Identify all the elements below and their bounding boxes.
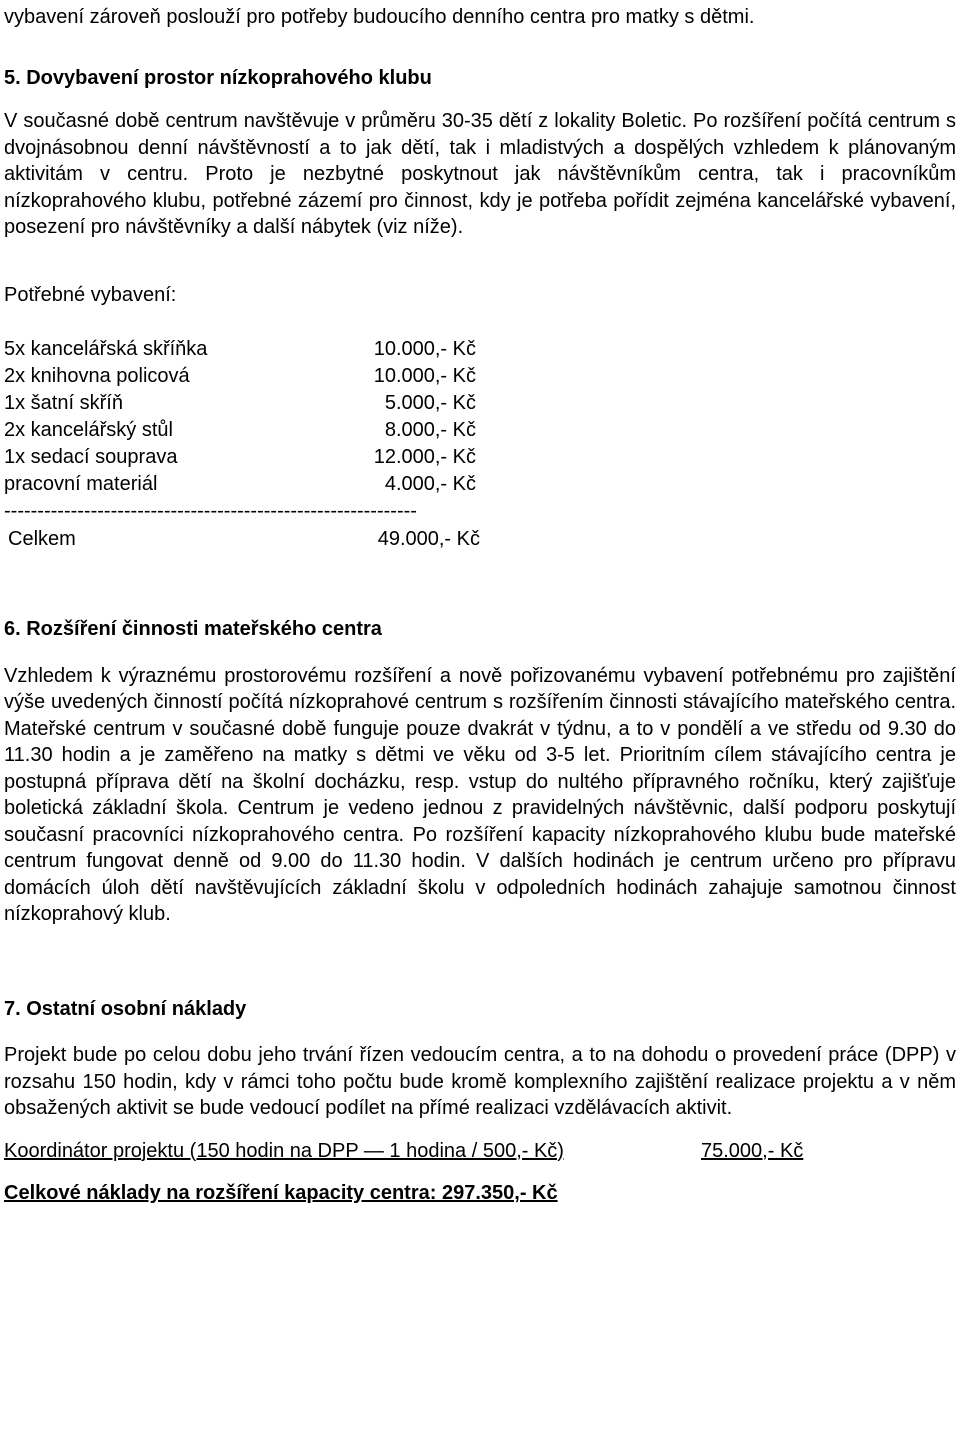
section-6-paragraph: Vzhledem k výraznému prostorovému rozšíření a nově pořizovanému vybavení potřebnému pro zajištění výše uvedených činností počítá nízkoprahové centrum s rozšířením činnosti stávajícího mateřského centra. Mateřské centrum v současné době funguje pouze dvakrát v týdnu, a to v pondělí a ve středu od 9.30 do 11.30 hodin a je zaměřeno na matky s dětmi ve věku od 3-5 let. Prioritním cílem stávajícího centra je postupná příprava dětí na školní docházku, resp. vstup do nultého přípravného ročníku, který zajišťuje boletická základní škola. Centrum je vedeno jednou z pravidelných návštěvnic, další podporu poskytují současní pracovníci nízkoprahového centra. Po rozšíření kapacity nízkoprahového klubu bude mateřské centrum fungovat denně od 9.00 do 11.30 hodin. V dalších hodinách je centrum určeno pro přípravu domácích úloh dětí navštěvujících základní školu v odpoledních hodinách zahajuje samotnou činnost nízkoprahový klub.: [4, 664, 956, 925]
equipment-item-price: 10.000,- Kč: [373, 365, 476, 387]
equipment-item-name: pracovní materiál: [4, 473, 158, 495]
equipment-item-name: 2x knihovna policová: [4, 365, 190, 387]
equipment-row: [4, 471, 476, 498]
equipment-item-price: 5.000,- Kč: [384, 392, 476, 414]
section-7-heading: 7. Ostatní osobní náklady: [4, 997, 247, 1020]
total-label: Celkem: [8, 528, 76, 550]
equipment-item-name: 2x kancelářský stůl: [4, 419, 173, 441]
total-row: [4, 526, 480, 553]
total-value: 49.000,- Kč: [377, 528, 480, 550]
section-6-heading: 6. Rozšíření činnosti mateřského centra: [4, 618, 382, 640]
section-5-paragraph: V současné době centrum navštěvuje v průměru 30-35 dětí z lokality Boletic. Po rozšíření počítá centrum s dvojnásobnou denní návštěvností a to jak dětí, tak i mladistvých a dospělých vzhledem k plánovaným aktivitám v centru. Proto je nezbytné poskytnout jak návštěvníkům centra, tak i pracovníkům nízkoprahového klubu, potřebné zázemí pro činnost, kdy je potřeba pořídit zejména kancelářské vybavení, posezení pro návštěvníky a další nábytek (viz níže).: [4, 110, 956, 238]
table-separator: --------------------------------------------------------------: [4, 500, 417, 522]
document-page: [4, 4, 956, 1207]
coordinator-label: Koordinátor projektu (150 hodin na DPP — 1 hodina / 500,- Kč): [4, 1139, 564, 1162]
equipment-item-name: 1x sedací souprava: [4, 446, 178, 468]
equipment-row: [4, 417, 476, 444]
section-5-heading: 5. Dovybavení prostor nízkoprahového klubu: [4, 66, 432, 89]
grand-total: Celkové náklady na rozšíření kapacity centra: 297.350,- Kč: [4, 1182, 558, 1204]
equipment-item-price: 4.000,- Kč: [384, 473, 476, 495]
coordinator-row: [4, 1138, 956, 1165]
equipment-item-price: 12.000,- Kč: [373, 446, 476, 468]
coordinator-value: 75.000,- Kč: [701, 1139, 804, 1162]
top-line: vybavení zároveň poslouží pro potřeby budoucího denního centra pro matky s dětmi.: [4, 6, 755, 28]
equipment-total: [4, 526, 480, 553]
equipment-item-price: 8.000,- Kč: [384, 419, 476, 441]
equipment-item-name: 1x šatní skříň: [4, 392, 123, 414]
equipment-item-name: 5x kancelářská skříňka: [4, 338, 208, 360]
equipment-row: [4, 363, 476, 390]
equipment-row: [4, 390, 476, 417]
equipment-item-price: 10.000,- Kč: [373, 338, 476, 360]
equipment-label: Potřebné vybavení:: [4, 283, 177, 306]
equipment-row: [4, 336, 476, 363]
equipment-row: [4, 444, 476, 471]
equipment-table: [4, 336, 476, 498]
section-7-paragraph: Projekt bude po celou dobu jeho trvání řízen vedoucím centra, a to na dohodu o provedení práce (DPP) v rozsahu 150 hodin, kdy v rámci toho počtu bude kromě komplexního zajištění realizace projektu a v něm obsažených aktivit se bude vedoucí podílet na přímé realizaci vzdělávacích aktivit.: [4, 1044, 956, 1119]
